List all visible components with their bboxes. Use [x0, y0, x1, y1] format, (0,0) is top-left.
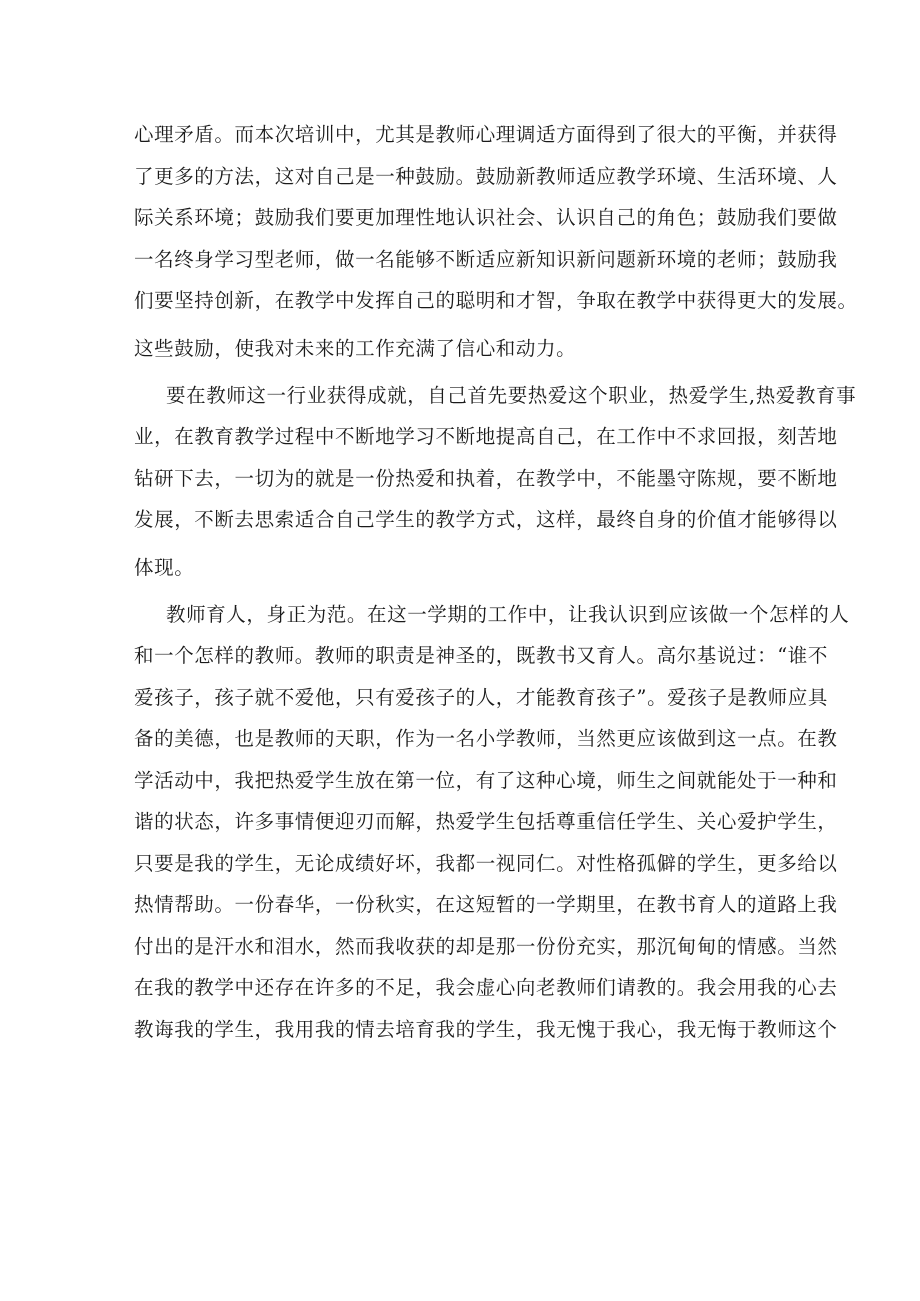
text-line: 备的美德，也是教师的天职，作为一名小学教师，当然更应该做到这一点。在教 [134, 727, 838, 750]
text-line: 和一个怎样的教师。教师的职责是神圣的，既教书又育人。高尔基说过：“谁不 [134, 644, 828, 667]
text-line: 爱孩子，孩子就不爱他，只有爱孩子的人，才能教育孩子”。爱孩子是教师应具 [134, 685, 828, 709]
text-line: 这些鼓励，使我对未来的工作充满了信心和动力。 [134, 336, 577, 360]
paragraph [134, 114, 858, 375]
text-line: 热情帮助。一份春华，一份秋实，在这短暂的一学期里，在教书育人的道路上我 [134, 893, 838, 916]
text-line: 钻研下去，一切为的就是一份热爱和执着，在教学中，不能墨守陈规，要不断地 [134, 466, 838, 490]
paragraph [134, 375, 857, 594]
text-line: 业，在教育教学过程中不断地学习不断地提高自己，在工作中不求回报，刻苦地 [134, 425, 838, 448]
text-line: 了更多的方法，这对自己是一种鼓励。鼓励新教师适应教学环境、生活环境、人 [134, 164, 838, 188]
text-line: 体现。 [134, 555, 195, 579]
text-line: 心理矛盾。而本次培训中，尤其是教师心理调适方面得到了很大的平衡，并获得 [134, 123, 838, 146]
text-line: 教师育人，身正为范。在这一学期的工作中，让我认识到应该做一个怎样的人 [166, 602, 850, 626]
text-line: 在我的教学中还存在许多的不足，我会虚心向老教师们请教的。我会用我的心去 [134, 976, 838, 999]
text-line: 学活动中，我把热爱学生放在第一位，有了这种心境，师生之间就能处于一种和 [134, 768, 838, 792]
text-line: 们要坚持创新，在教学中发挥自己的聪明和才智，争取在教学中获得更大的发展。 [134, 289, 858, 312]
paragraph [134, 594, 850, 1051]
text-line: 发展，不断去思索适合自己学生的教学方式，这样，最终自身的价值才能够得以 [134, 508, 838, 531]
body-text [134, 114, 858, 1050]
text-line: 要在教师这一行业获得成就，自己首先要热爱这个职业，热爱学生,热爱教育事 [166, 383, 857, 407]
text-line: 付出的是汗水和泪水，然而我收获的却是那一份份充实，那沉甸甸的情感。当然 [134, 934, 838, 958]
text-line: 一名终身学习型老师，做一名能够不断适应新知识新问题新环境的老师；鼓励我 [134, 247, 838, 271]
text-line: 谐的状态，许多事情便迎刃而解，热爱学生包括尊重信任学生、关心爱护学生， [134, 810, 838, 833]
text-line: 际关系环境；鼓励我们要更加理性地认识社会、认识自己的角色；鼓励我们要做 [134, 206, 838, 229]
text-line: 只要是我的学生，无论成绩好坏，我都一视同仁。对性格孤僻的学生，更多给以 [134, 851, 838, 875]
text-line: 教诲我的学生，我用我的情去培育我的学生，我无愧于我心，我无悔于教师这个 [134, 1017, 838, 1041]
